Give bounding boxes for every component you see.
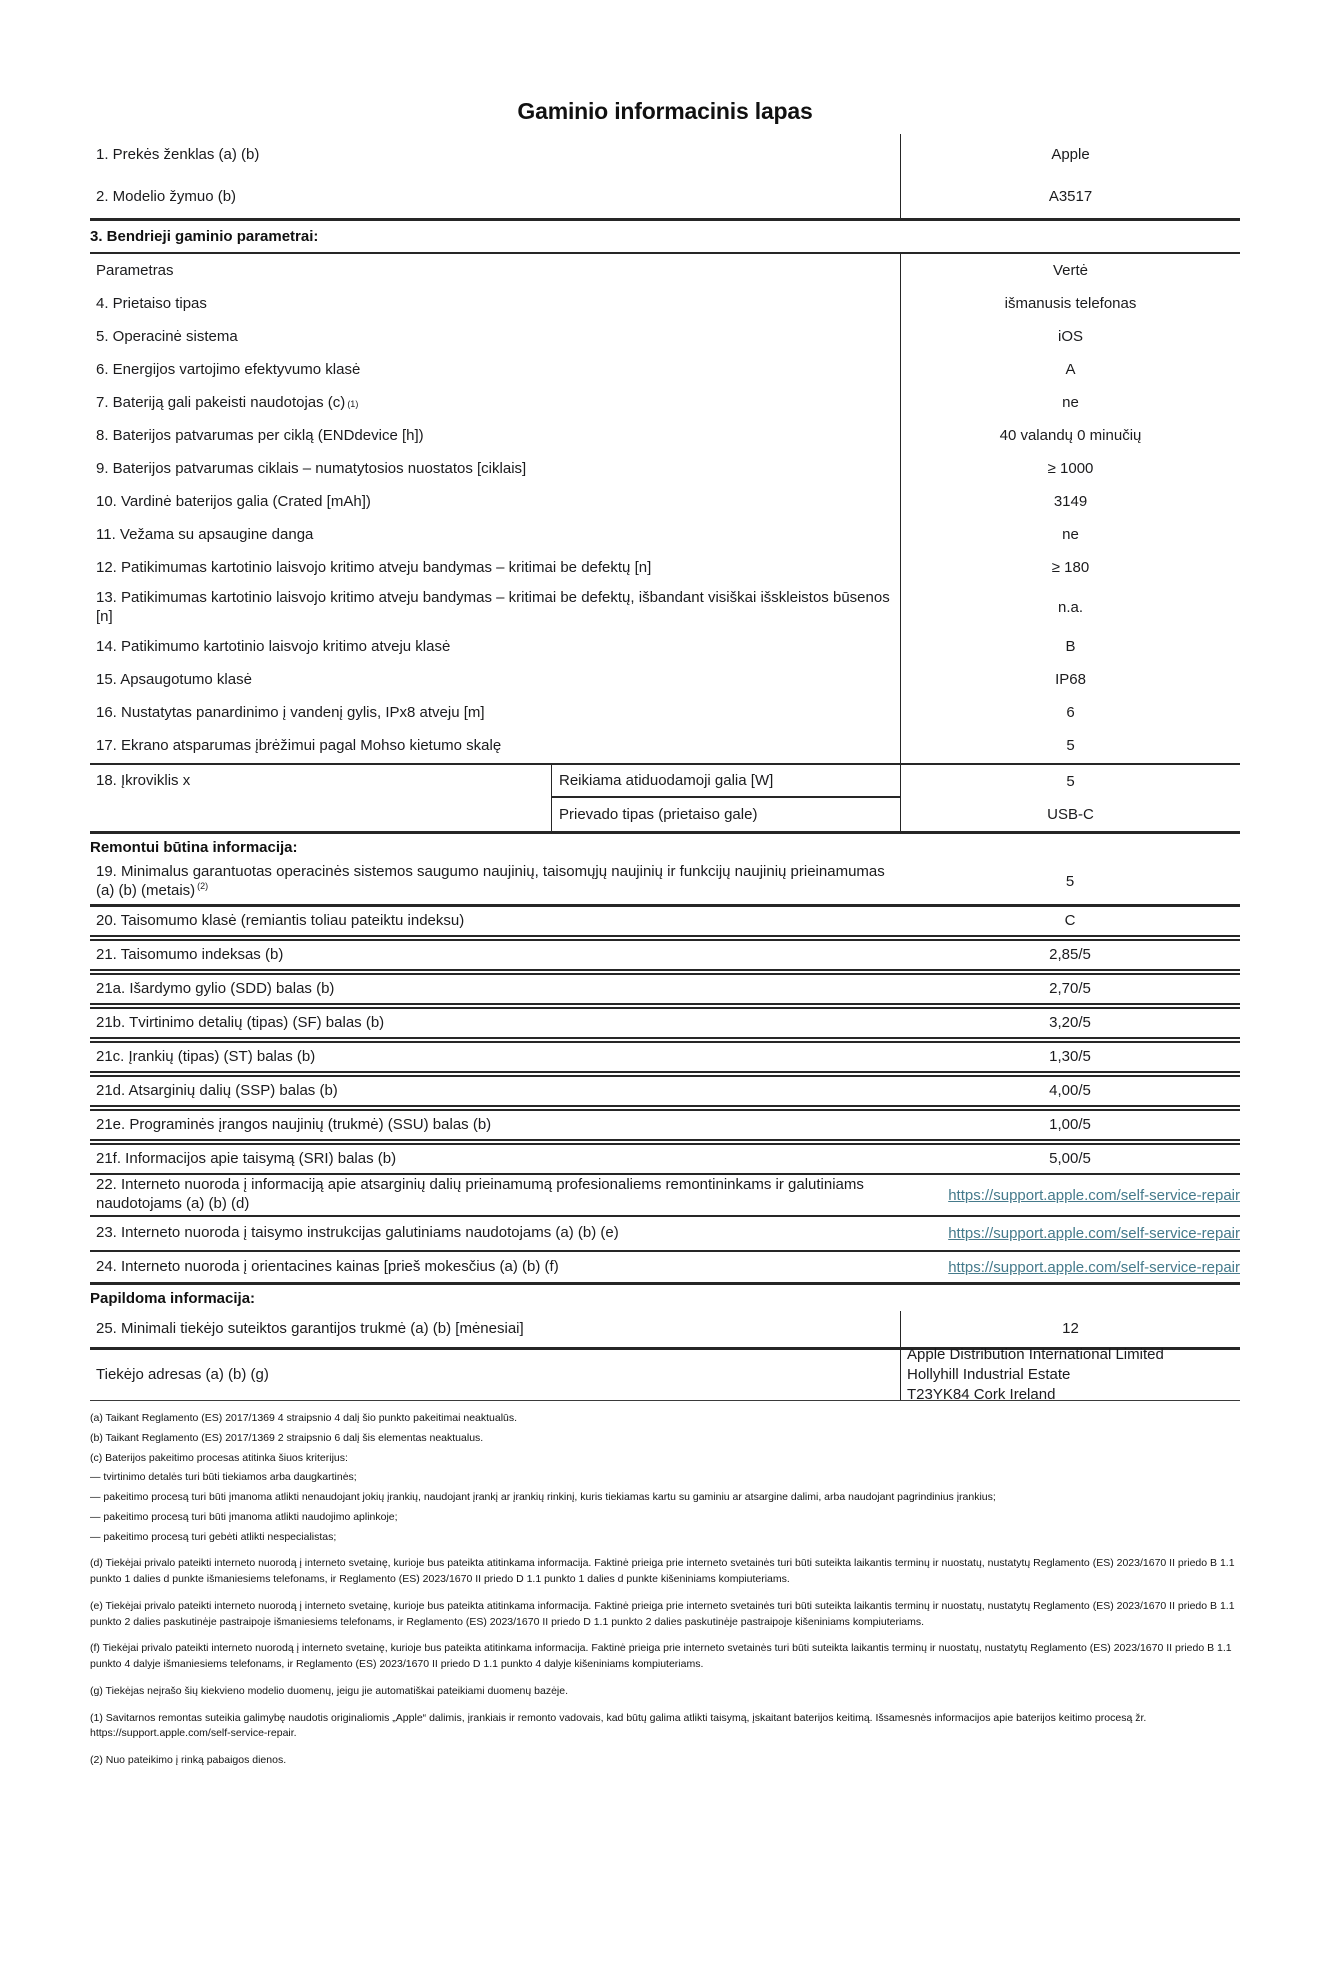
column-header-value: Vertė	[900, 254, 1240, 288]
row-label: Prievado tipas (prietaiso gale)	[559, 806, 758, 823]
table-row	[90, 860, 1240, 904]
table-row	[90, 1111, 1240, 1139]
support-repair-link[interactable]: https://support.apple.com/self-service-repair	[948, 1186, 1240, 1204]
footnote-c-bullet: — pakeitimo procesą turi būti įmanoma atlikti nenaudojant jokių įrankių, naudojant įrankį ar įrankių rinkinį, kuris tiekiamas kartu su gaminiu ar atsargine dalimi, arba naudojant pagrindinius įrankius;	[90, 1491, 996, 1503]
row-value: 1,00/5	[1049, 1115, 1091, 1133]
row-value: 12	[900, 1311, 1240, 1347]
row-label: 21d. Atsarginių dalių (SSP) balas (b)	[96, 1081, 338, 1099]
table-row	[90, 1077, 1240, 1105]
support-repair-link[interactable]: https://support.apple.com/self-service-repair	[948, 1225, 1240, 1242]
row-label: 18. Įkroviklis x	[96, 772, 191, 789]
table-row	[90, 1145, 1240, 1173]
row-label: 9. Baterijos patvarumas ciklais – numatytosios nuostatos [ciklais]	[96, 460, 527, 478]
row-value: ne	[900, 387, 1240, 420]
supplier-address	[900, 1346, 1240, 1403]
row-value: 1,30/5	[1049, 1047, 1091, 1065]
row-value: C	[1064, 911, 1076, 929]
table-row	[90, 631, 1240, 664]
row-value: 5	[900, 730, 1240, 763]
row-value: 40 valandų 0 minučių	[900, 420, 1240, 453]
row-label-main: 19. Minimalus garantuotas operacinės sistemos saugumo naujinių, taisomųjų naujinių ir funkcijų naujinių prieinamumas (a) (b) (metais)	[96, 863, 885, 899]
row-label: 6. Energijos vartojimo efektyvumo klasė	[96, 361, 361, 379]
footnotes	[90, 1411, 1240, 1769]
row-value: A	[900, 354, 1240, 387]
address-line: Hollyhill Industrial Estate	[907, 1366, 1071, 1384]
row-value: ≥ 1000	[900, 453, 1240, 486]
footnote-2: (2) Nuo pateikimo į rinką pabaigos dienos.	[90, 1754, 287, 1766]
row-label: 25. Minimali tiekėjo suteiktos garantijos trukmė (a) (b) [mėnesiai]	[96, 1319, 524, 1337]
table-row	[90, 730, 1240, 763]
table-row	[90, 907, 1240, 935]
table-row-link	[90, 1252, 1240, 1282]
table-row	[90, 519, 1240, 552]
row-label: 8. Baterijos patvarumas per ciklą (ENDdevice [h])	[96, 427, 424, 445]
table-row	[90, 321, 1240, 354]
section-header-repair: Remontui būtina informacija:	[90, 839, 298, 856]
row-label: 23. Interneto nuoroda į taisymo instrukcijas galutiniams naudotojams (a) (b) (e)	[96, 1224, 619, 1242]
charger-sublabels	[551, 765, 900, 831]
row-value: 5	[1065, 872, 1075, 890]
table-row	[90, 420, 1240, 453]
row-value: B	[900, 631, 1240, 664]
address-line: Apple Distribution International Limited	[907, 1346, 1164, 1364]
row-value	[900, 1217, 1240, 1250]
footnote-1: (1) Savitarnos remontas suteikia galimybę naudotis originaliomis „Apple“ dalimis, įrankiais ir remonto vadovais, kad būtų galima atlikti taisymą, įskaitant baterijos keitimą. Išsamesnės informacijos apie baterijos keitimo procesą žr. https://support.apple.com/self-service-repair.	[90, 1711, 1147, 1740]
support-repair-link[interactable]: https://support.apple.com/self-service-repair	[948, 1258, 1240, 1276]
footnote-a: (a) Taikant Reglamento (ES) 2017/1369 4 straipsnio 4 dalį šio punkto pakeitimai neaktualūs.	[90, 1412, 518, 1424]
footnote-g: (g) Tiekėjas neįrašo šių kiekvieno modelio duomenų, jeigu jie automatiškai pateikiami duomenų bazėje.	[90, 1684, 569, 1697]
row-value: IP68	[900, 664, 1240, 697]
table-row	[90, 697, 1240, 730]
row-value: 3,20/5	[1049, 1013, 1091, 1031]
footnote-c-bullet: — pakeitimo procesą turi gebėti atlikti nespecialistas;	[90, 1530, 337, 1543]
section-header-general: 3. Bendrieji gaminio parametrai:	[90, 228, 319, 245]
table-row	[90, 1009, 1240, 1037]
row-label: 21f. Informacijos apie taisymą (SRI) balas (b)	[96, 1149, 397, 1167]
table-row	[90, 664, 1240, 697]
section-header-additional: Papildoma informacija:	[90, 1290, 256, 1307]
product-information-sheet	[0, 98, 1328, 1769]
row-value	[900, 1252, 1240, 1282]
table-row-charger	[90, 765, 1240, 831]
footnote-ref-2: (2)	[197, 881, 209, 891]
row-label: 21b. Tvirtinimo detalių (tipas) (SF) balas (b)	[96, 1013, 385, 1031]
column-header-parameter: Parametras	[96, 261, 174, 279]
row-label: 22. Interneto nuoroda į informaciją apie atsarginių dalių prieinamumą profesionaliems remontininkams ir galutiniams naudotojams (a) (b) (d)	[96, 1176, 864, 1212]
table-row	[90, 552, 1240, 585]
row-label: 1. Prekės ženklas (a) (b)	[96, 145, 260, 163]
row-label: 2. Modelio žymuo (b)	[96, 187, 237, 205]
table-row	[90, 941, 1240, 969]
row-label: 16. Nustatytas panardinimo į vandenį gylis, IPx8 atveju [m]	[96, 704, 485, 722]
row-label: 11. Vežama su apsaugine danga	[96, 526, 314, 544]
table-row-model	[90, 176, 1240, 218]
footnote-c-bullet: — tvirtinimo detalės turi būti tiekiamos arba daugkartinės;	[90, 1471, 357, 1484]
charger-subvalues	[900, 765, 1240, 831]
row-value: 4,00/5	[1049, 1081, 1091, 1099]
table-row	[90, 585, 1240, 631]
row-value: A3517	[900, 176, 1240, 218]
row-value	[900, 1175, 1240, 1215]
row-value: n.a.	[900, 585, 1240, 631]
row-label: 20. Taisomumo klasė (remiantis toliau pateiktu indeksu)	[96, 911, 465, 929]
row-label: 4. Prietaiso tipas	[96, 295, 207, 313]
row-value: 5,00/5	[1049, 1149, 1091, 1167]
table-row	[90, 387, 1240, 420]
footnote-b: (b) Taikant Reglamento (ES) 2017/1369 2 straipsnio 6 dalį šis elementas neaktualus.	[90, 1431, 484, 1444]
row-value: 6	[900, 697, 1240, 730]
row-label: 15. Apsaugotumo klasė	[96, 671, 252, 689]
row-value: 2,85/5	[1049, 945, 1091, 963]
row-value: ≥ 180	[900, 552, 1240, 585]
row-label: Tiekėjo adresas (a) (b) (g)	[96, 1365, 269, 1383]
row-label	[90, 860, 900, 904]
row-label: 13. Patikimumas kartotinio laisvojo kritimo atveju bandymas – kritimai be defektų, išbandant visiškai išskleistos būsenos [n]	[96, 589, 890, 625]
footnote-c: (c) Baterijos pakeitimo procesas atitinka šiuos kriterijus:	[90, 1451, 348, 1464]
table-row-supplier-address	[90, 1346, 1240, 1403]
footnote-f: (f) Tiekėjai privalo pateikti interneto nuorodą į interneto svetainę, kurioje bus pateikta atitinkama informacija. Faktinė prieiga prie interneto svetainės turi būti suteikta laikantis terminų ir nuostatų, nustatytų Reglamento (ES) 2023/1670 II priedo B 1.1 punkto 4 dalyje išmaniesiems telefonams, ir Reglamento (ES) 2023/1670 II priedo D 1.1 punkto 4 dalyje kišeniniams kompiuteriams.	[90, 1642, 1232, 1670]
row-label: 21a. Išardymo gylio (SDD) balas (b)	[96, 979, 335, 997]
table-row	[90, 453, 1240, 486]
row-label: 24. Interneto nuoroda į orientacines kainas [prieš mokesčius (a) (b) (f)	[96, 1257, 559, 1275]
row-value: 5	[1066, 773, 1075, 790]
row-value: išmanusis telefonas	[900, 288, 1240, 321]
table-row-link	[90, 1175, 1240, 1215]
row-label: 5. Operacinė sistema	[96, 328, 238, 346]
row-label: 21e. Programinės įrangos naujinių (trukmė) (SSU) balas (b)	[96, 1115, 492, 1133]
row-label: 21. Taisomumo indeksas (b)	[96, 945, 284, 963]
footnote-d: (d) Tiekėjai privalo pateikti interneto nuorodą į interneto svetainę, kurioje bus pateikta atitinkama informacija. Faktinė prieiga prie interneto svetainės turi būti suteikta laikantis terminų ir nuostatų, nustatytų Reglamento (ES) 2023/1670 II priedo B 1.1 punkto 1 dalies d punkte išmaniesiems telefonams, ir Reglamento (ES) 2023/1670 II priedo D 1.1 punkto 1 dalies d punkte kišeniniams kompiuteriams.	[90, 1557, 1235, 1585]
row-label: 17. Ekrano atsparumas įbrėžimui pagal Mohso kietumo skalę	[96, 737, 502, 755]
table-row	[90, 1043, 1240, 1071]
row-value: 2,70/5	[1049, 979, 1091, 997]
page-title: Gaminio informacinis lapas	[517, 98, 813, 124]
row-label: 14. Patikimumo kartotinio laisvojo kritimo atveju klasė	[96, 638, 451, 656]
row-value: ne	[900, 519, 1240, 552]
table-row	[90, 486, 1240, 519]
footnote-c-bullet: — pakeitimo procesą turi būti įmanoma atlikti naudojimo aplinkoje;	[90, 1510, 398, 1523]
table-row	[90, 354, 1240, 387]
row-value: 3149	[900, 486, 1240, 519]
table-row-brand	[90, 134, 1240, 176]
row-label: 7. Bateriją gali pakeisti naudotojas (c) (1)	[96, 394, 359, 412]
row-value: iOS	[900, 321, 1240, 354]
table-row-warranty	[90, 1311, 1240, 1347]
table-row	[90, 975, 1240, 1003]
row-value: Apple	[900, 134, 1240, 176]
footnote-e: (e) Tiekėjai privalo pateikti interneto nuorodą į interneto svetainę, kurioje bus pateikta atitinkama informacija. Faktinė prieiga prie interneto svetainės turi būti suteikta laikantis terminų ir nuostatų, nustatytų Reglamento (ES) 2023/1670 II priedo B 1.1 punkto 2 dalies paskutinėje pastraipoje išmaniesiems telefonams, ir Reglamento (ES) 2023/1670 II priedo D 1.1 punkto 2 dalies paskutinėje pastraipoje kišeniniams kompiuteriams.	[90, 1599, 1235, 1628]
row-label: 10. Vardinė baterijos galia (Crated [mAh])	[96, 493, 371, 511]
table-row	[90, 288, 1240, 321]
row-label-text	[96, 863, 900, 901]
table-row-link	[90, 1217, 1240, 1250]
row-label: 12. Patikimumas kartotinio laisvojo kritimo atveju bandymas – kritimai be defektų [n]	[96, 559, 652, 577]
row-label-text: 7. Bateriją gali pakeisti naudotojas (c)	[96, 394, 346, 412]
table-header-row	[90, 254, 1240, 288]
address-line: T23YK84 Cork Ireland	[907, 1385, 1056, 1403]
row-label: 21c. Įrankių (tipas) (ST) balas (b)	[96, 1047, 316, 1065]
row-label: Reikiama atiduodamoji galia [W]	[552, 765, 900, 798]
row-value: USB-C	[1047, 806, 1094, 823]
